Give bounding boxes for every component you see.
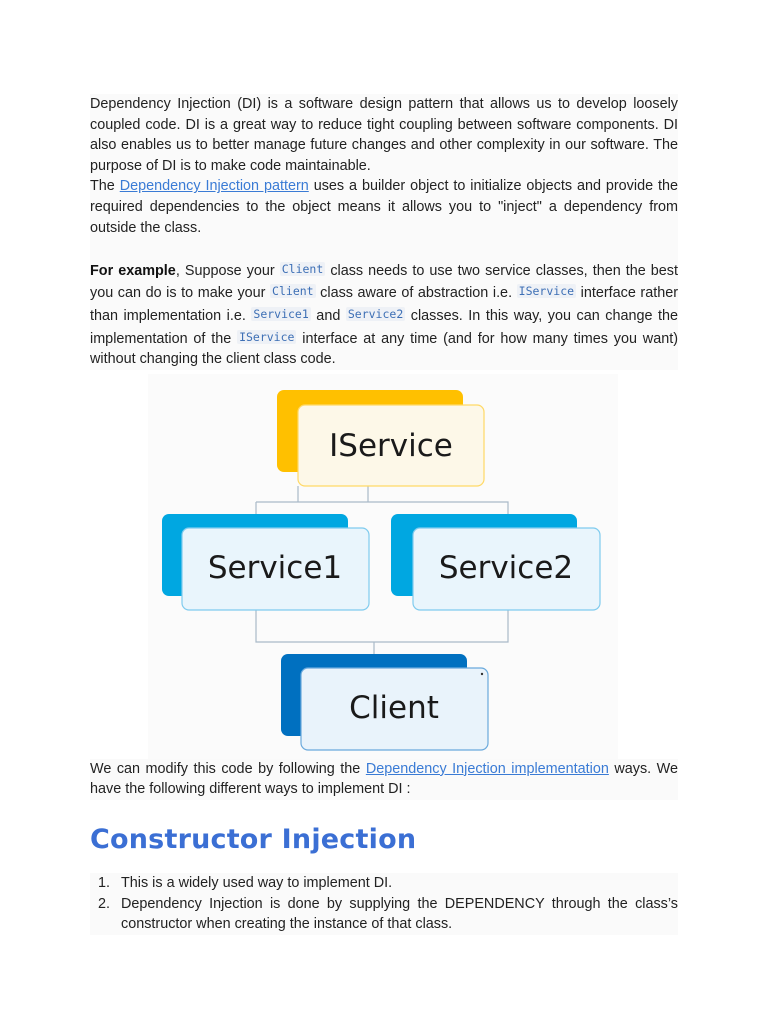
client-connector xyxy=(256,610,508,654)
example-text-7: interface at any time (and for how many times you want) without changing the client class code. xyxy=(90,330,678,368)
code-service2: Service2 xyxy=(347,306,404,321)
example-text-1: , Suppose your xyxy=(175,262,280,279)
example-text-2: class needs to use two service classes, then the best you can do is to make your xyxy=(90,262,678,302)
client-label: Client xyxy=(349,689,439,726)
code-client-1: Client xyxy=(281,261,324,276)
code-client-2: Client xyxy=(272,284,314,299)
client-dot xyxy=(481,673,483,675)
example-paragraph xyxy=(90,259,678,370)
list-item-number: 2. xyxy=(98,895,111,912)
example-text-4: interface rather than implementation i.e. xyxy=(90,285,678,324)
paragraph-spacer xyxy=(90,238,678,259)
code-service1: Service1 xyxy=(253,306,309,321)
code-iservice-1: IService xyxy=(518,284,575,299)
iservice-connector xyxy=(256,486,508,514)
node-service2 xyxy=(391,514,600,610)
article-content xyxy=(90,94,678,935)
list-item-text: Dependency Injection is done by supplying the DEPENDENCY through the class’s constructor when creating the instance of that class. xyxy=(121,895,678,933)
section-heading: Constructor Injection xyxy=(90,823,417,855)
constructor-injection-list xyxy=(90,873,678,935)
pattern-paragraph xyxy=(90,176,678,238)
list-item-number: 1. xyxy=(98,874,111,891)
example-text-5: and xyxy=(310,307,346,324)
iservice-label: IService xyxy=(329,427,453,464)
pattern-prefix: The xyxy=(90,178,120,195)
example-text-6: classes. In this way, you can change the implementation of the xyxy=(90,307,678,347)
dependency-diagram xyxy=(148,374,618,759)
node-client xyxy=(281,654,488,750)
service1-label: Service1 xyxy=(207,549,343,586)
node-iservice xyxy=(277,390,484,486)
modify-paragraph xyxy=(90,759,678,800)
list-item xyxy=(90,894,678,935)
node-service1 xyxy=(162,514,369,610)
dependency-diagram-svg xyxy=(148,374,618,759)
list-item xyxy=(90,873,678,894)
dependency-injection-pattern-link[interactable]: Dependency Injection pattern xyxy=(119,178,309,195)
modify-suffix: ways. We have the following different ways to implement DI : xyxy=(90,760,678,798)
modify-prefix: We can modify this code by following the xyxy=(90,760,366,777)
list-item-text: This is a widely used way to implement DI. xyxy=(121,874,393,891)
dependency-injection-implementation-link[interactable]: Dependency Injection implementation xyxy=(365,760,609,777)
example-bold-label: For example xyxy=(90,262,176,279)
code-iservice-2: IService xyxy=(239,329,295,344)
service2-label: Service2 xyxy=(438,549,574,586)
intro-text: Dependency Injection (DI) is a software design pattern that allows us to develop loosely coupled code. DI is a great way to reduce tight coupling between software components. DI also enables us to better manage future changes and other complexity in our software. The purpose of DI is to make code maintainable. xyxy=(90,96,678,174)
pattern-suffix: uses a builder object to initialize objects and provide the required dependencies to the object means it allows you to "inject" a dependency from outside the class. xyxy=(90,178,678,236)
example-text-3: class aware of abstraction i.e. xyxy=(315,285,517,302)
intro-paragraph xyxy=(90,94,678,176)
